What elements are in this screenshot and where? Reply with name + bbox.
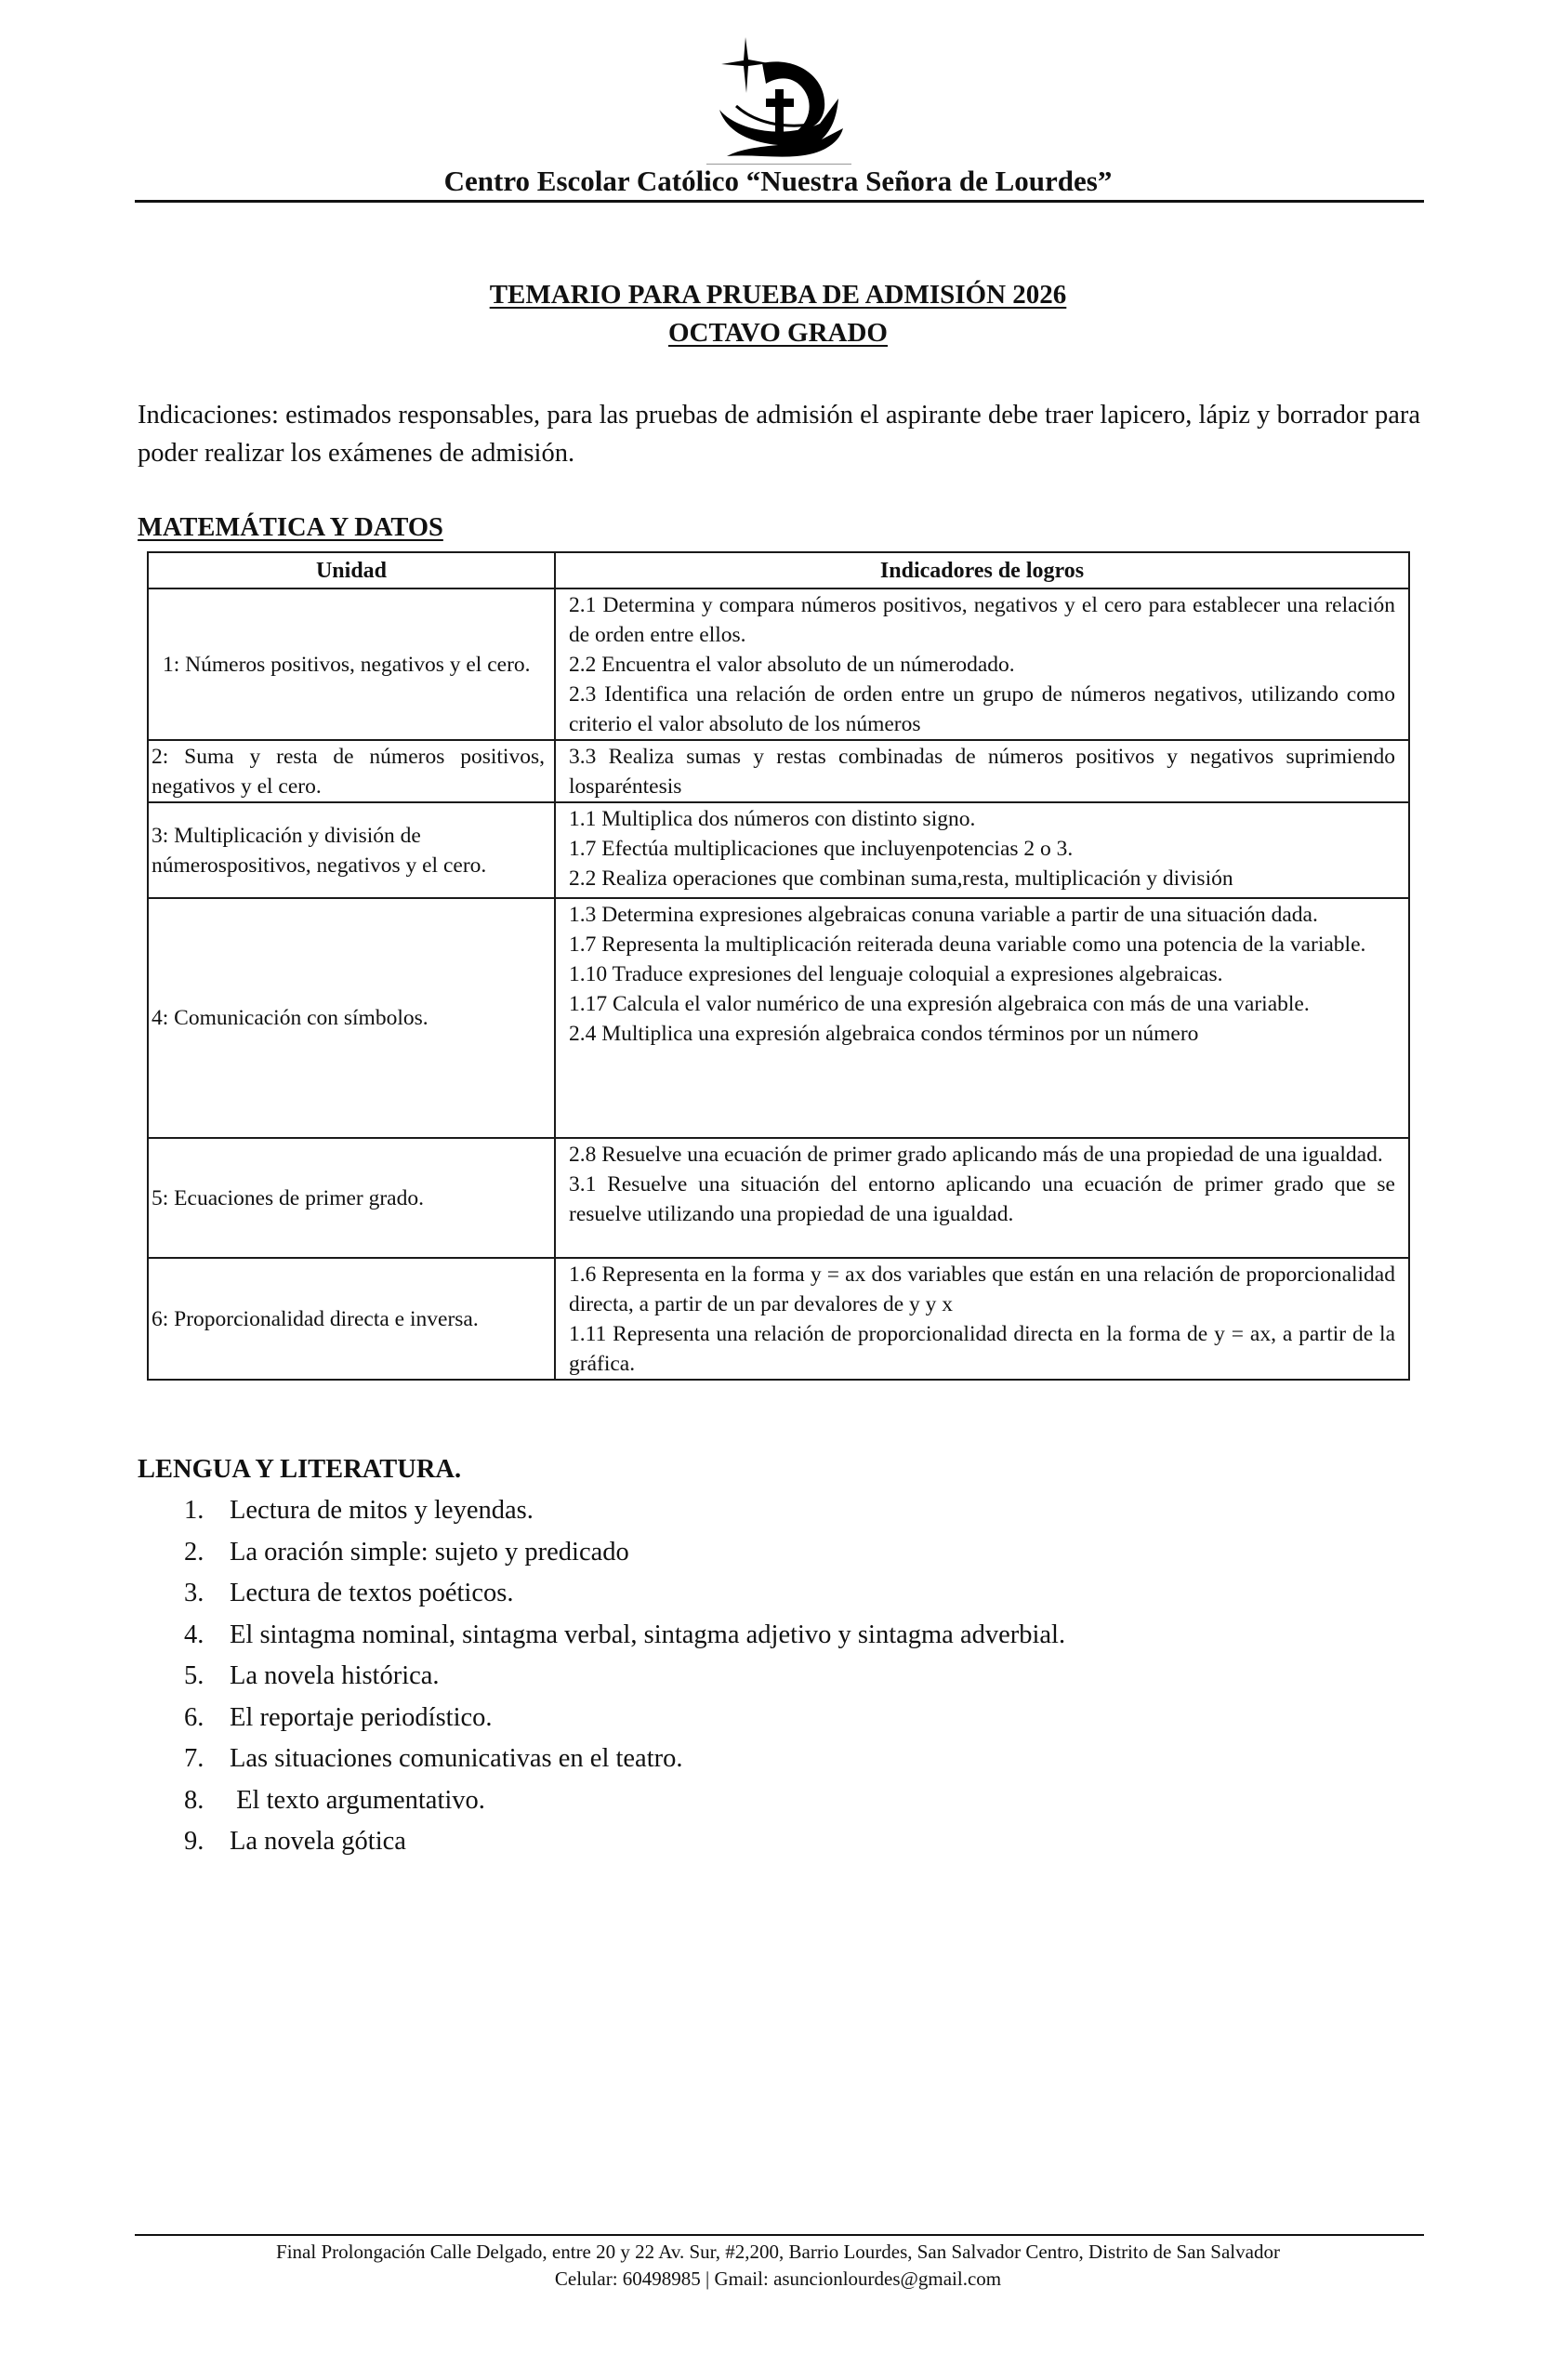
list-item — [184, 1615, 1065, 1657]
unidad-cell: 3: Multiplicación y división de númerospositivos, negativos y el cero. — [148, 802, 555, 898]
list-item — [184, 1698, 1065, 1739]
list-item — [184, 1656, 1065, 1698]
indicador-logro: 1.17 Calcula el valor numérico de una expresión algebraica con más de una variable. — [569, 992, 1310, 1016]
indicadores-cell — [555, 1258, 1409, 1380]
indicadores-cell — [555, 898, 1409, 1138]
header-divider — [135, 200, 1424, 203]
list-item-text: El reportaje periodístico. — [230, 1702, 493, 1732]
indicador-logro: 2.8 Resuelve una ecuación de primer grado aplicando más de una propiedad de una igualdad. — [569, 1143, 1383, 1167]
list-item-text: El sintagma nominal, sintagma verbal, sintagma adjetivo y sintagma adverbial. — [230, 1620, 1066, 1649]
indicador-logro: 1.11 Representa una relación de proporcionalidad directa en la forma de y = ax, a partir de la gráfica. — [569, 1322, 1395, 1376]
indicador-logro: 1.7 Efectúa multiplicaciones que incluyenpotencias 2 o 3. — [569, 837, 1074, 861]
indicador-logro: 1.6 Representa en la forma y = ax dos variables que están en una relación de proporcionalidad directa, a partir de un par devalores de y y x — [569, 1263, 1395, 1316]
indicadores-cell — [555, 588, 1409, 740]
indicador-logro: 3.1 Resuelve una situación del entorno aplicando una ecuación de primer grado que se resuelve utilizando una propiedad de una igualdad. — [569, 1172, 1395, 1226]
indicador-logro: 2.4 Multiplica una expresión algebraica condos términos por un número — [569, 1022, 1199, 1046]
list-item-text: La novela histórica. — [230, 1661, 440, 1690]
table-row — [148, 740, 1409, 802]
indicaciones-paragraph: Indicaciones: estimados responsables, para las pruebas de admisión el aspirante debe traer lapicero, lápiz y borrador para poder realizar los exámenes de admisión. — [138, 401, 1420, 468]
list-item-text: Lectura de mitos y leyendas. — [230, 1496, 534, 1525]
unidad-cell: 1: Números positivos, negativos y el cero. — [148, 588, 555, 740]
list-item-number: 8. — [184, 1785, 204, 1815]
footer-contact: Celular: 60498985 | Gmail: asuncionlourdes@gmail.com — [554, 2268, 1002, 2290]
list-item-text: La oración simple: sujeto y predicado — [230, 1537, 629, 1567]
document-subtitle-grade: OCTAVO GRADO — [667, 318, 888, 348]
table-row — [148, 898, 1409, 1138]
list-item-number: 4. — [184, 1620, 204, 1649]
list-item-number: 7. — [184, 1744, 204, 1773]
indicador-logro: 2.1 Determina y compara números positivos, negativos y el cero para establecer una relación de orden entre ellos. — [569, 593, 1395, 647]
indicador-logro: 2.2 Realiza operaciones que combinan suma,resta, multiplicación y división — [569, 866, 1233, 891]
table-row — [148, 802, 1409, 898]
school-name: Centro Escolar Católico “Nuestra Señora de Lourdes” — [443, 165, 1113, 197]
list-item — [184, 1739, 1065, 1780]
table-header-row — [148, 552, 1409, 588]
list-item-number: 1. — [184, 1496, 204, 1525]
table-row — [148, 588, 1409, 740]
document-title: TEMARIO PARA PRUEBA DE ADMISIÓN 2026 — [489, 280, 1067, 310]
lengua-section-title: LENGUA Y LITERATURA. — [138, 1455, 462, 1484]
indicadores-cell — [555, 802, 1409, 898]
school-logo-icon — [708, 35, 857, 161]
list-item-text: Las situaciones comunicativas en el teatro. — [230, 1744, 683, 1773]
footer-divider — [135, 2234, 1424, 2236]
unidad-cell: 6: Proporcionalidad directa e inversa. — [148, 1258, 555, 1380]
list-item-text: La novela gótica — [230, 1827, 406, 1856]
list-item — [184, 1573, 1065, 1615]
list-item-number: 5. — [184, 1661, 204, 1690]
math-section-title: MATEMÁTICA Y DATOS — [138, 513, 443, 542]
header-indicadores-logros: Indicadores de logros — [555, 552, 1409, 588]
list-item — [184, 1532, 1065, 1574]
indicador-logro: 2.3 Identifica una relación de orden entre un grupo de números negativos, utilizando como criterio el valor absoluto de los números — [569, 682, 1395, 736]
indicador-logro: 1.10 Traduce expresiones del lenguaje coloquial a expresiones algebraicas. — [569, 962, 1223, 986]
table-row — [148, 1138, 1409, 1258]
list-item — [184, 1821, 1065, 1863]
list-item-number: 2. — [184, 1537, 204, 1567]
indicadores-cell — [555, 740, 1409, 802]
list-item — [184, 1490, 1065, 1532]
list-item-text: Lectura de textos poéticos. — [230, 1579, 514, 1607]
indicador-logro: 2.2 Encuentra el valor absoluto de un númerodado. — [569, 653, 1015, 677]
indicador-logro: 1.3 Determina expresiones algebraicas conuna variable a partir de una situación dada. — [569, 903, 1318, 927]
unidad-cell: 4: Comunicación con símbolos. — [148, 898, 555, 1138]
indicador-logro: 3.3 Realiza sumas y restas combinadas de números positivos y negativos suprimiendo losparéntesis — [569, 745, 1395, 799]
list-item-number: 6. — [184, 1702, 204, 1732]
footer-address: Final Prolongación Calle Delgado, entre 20 y 22 Av. Sur, #2,200, Barrio Lourdes, San Salvador Centro, Distrito de San Salvador — [276, 2241, 1280, 2263]
list-item-number: 9. — [184, 1827, 204, 1856]
list-item-text: El texto argumentativo. — [230, 1785, 485, 1815]
indicador-logro: 1.1 Multiplica dos números con distinto signo. — [569, 807, 976, 831]
unidad-cell: 2: Suma y resta de números positivos, negativos y el cero. — [148, 740, 555, 802]
lengua-topics-list — [184, 1490, 1065, 1863]
unidad-cell: 5: Ecuaciones de primer grado. — [148, 1138, 555, 1258]
list-item — [184, 1780, 1065, 1822]
header-unidad: Unidad — [148, 552, 555, 588]
table-row — [148, 1258, 1409, 1380]
indicadores-cell — [555, 1138, 1409, 1258]
list-item-number: 3. — [184, 1579, 204, 1607]
indicador-logro: 1.7 Representa la multiplicación reiterada deuna variable como una potencia de la variable. — [569, 932, 1366, 957]
math-topics-table — [147, 551, 1410, 1381]
